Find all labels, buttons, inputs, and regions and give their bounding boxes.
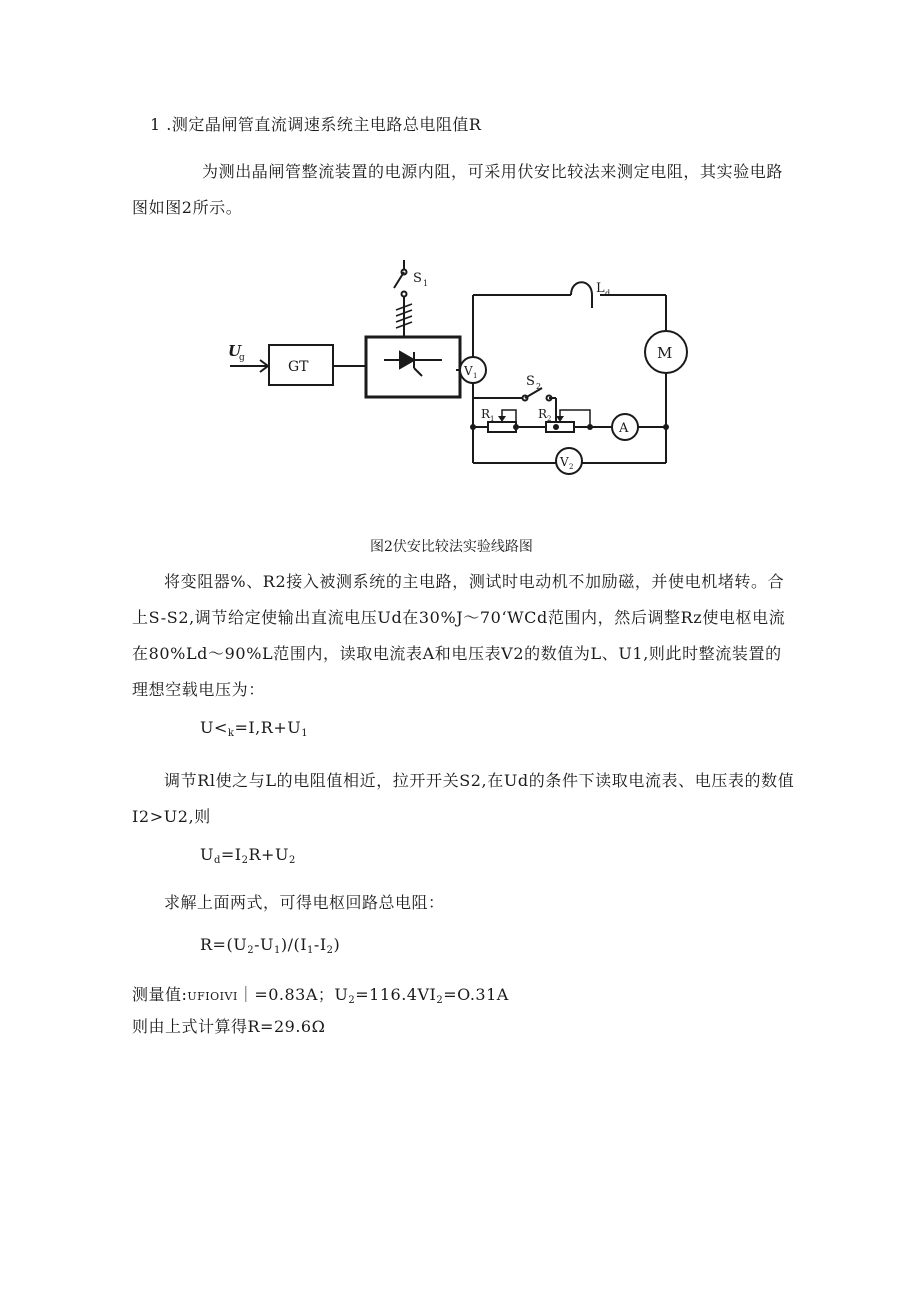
figure-caption: 图2伏安比较法实验线路图	[370, 539, 533, 555]
formula-3: $R=(U_2-U_1)/(I_1-I_2)$	[200, 935, 341, 956]
s1-label-sub: 1	[423, 279, 429, 288]
r2-label-sub: 2	[547, 415, 552, 423]
r1-label-sub: 1	[490, 415, 495, 423]
gt-label: GT	[288, 359, 309, 375]
thyristor-icon	[400, 352, 414, 368]
v2-label-sub: 2	[569, 463, 574, 471]
paragraph-1: 将变阻器%、R2接入被测系统的主电路，测试时电动机不加励磁，并使电机堵转。合上S-S2,调节给定使输出直流电压Ud在30%J～70‘WCd范围内，然后调整Rz使电枢电流在80%Ld～90%L范围内，读取电流表A和电压表V2的数值为L、U1,则此时整流装置的理想空载电压为：	[132, 572, 786, 699]
s1-label: S	[413, 271, 422, 286]
section-heading: 1 .测定晶闸管直流调速系统主电路总电阻值R	[150, 115, 482, 134]
r2-label: R	[538, 407, 548, 421]
r1-resistor	[488, 422, 516, 432]
r1-label: R	[481, 407, 491, 421]
ld-label: L	[596, 281, 605, 296]
ld-label-sub: d	[605, 289, 611, 298]
ld-inductor-icon	[571, 282, 592, 308]
ammeter-label: A	[619, 421, 629, 436]
ug-label: U	[228, 342, 242, 360]
s1-switch	[394, 272, 404, 288]
paragraph-3: 求解上面两式，可得电枢回路总电阻：	[164, 893, 445, 912]
result-line: 则由上式计算得R=29.6Ω	[132, 1017, 326, 1036]
formula-1: $U<_k=I,R+U_1$	[200, 718, 309, 739]
s2-label: S	[526, 374, 535, 389]
intro-paragraph: 为测出晶闸管整流装置的电源内阻，可采用伏安比较法来测定电阻，其实验电路图如图2所示。	[132, 162, 784, 217]
measured-values: 测量值:UFIOIVI｜=0.83A；$U_2=116.4VI_2=O.31A$	[132, 985, 509, 1006]
ug-label-sub: g	[239, 353, 245, 363]
s2-label-sub: 2	[536, 382, 542, 391]
v1-label: V	[464, 364, 473, 378]
paragraph-2: 调节Rl使之与L的电阻值相近，拉开开关S2,在Ud的条件下读取电流表、电压表的数值I2>U2,则	[132, 771, 795, 826]
formula-2: $U_d=I_2R+U_2$	[200, 845, 296, 866]
motor-label: M	[657, 344, 673, 362]
v1-label-sub: 1	[473, 372, 478, 380]
r2-resistor	[546, 422, 574, 432]
circuit-diagram	[220, 250, 700, 500]
v2-label: V	[560, 455, 569, 469]
